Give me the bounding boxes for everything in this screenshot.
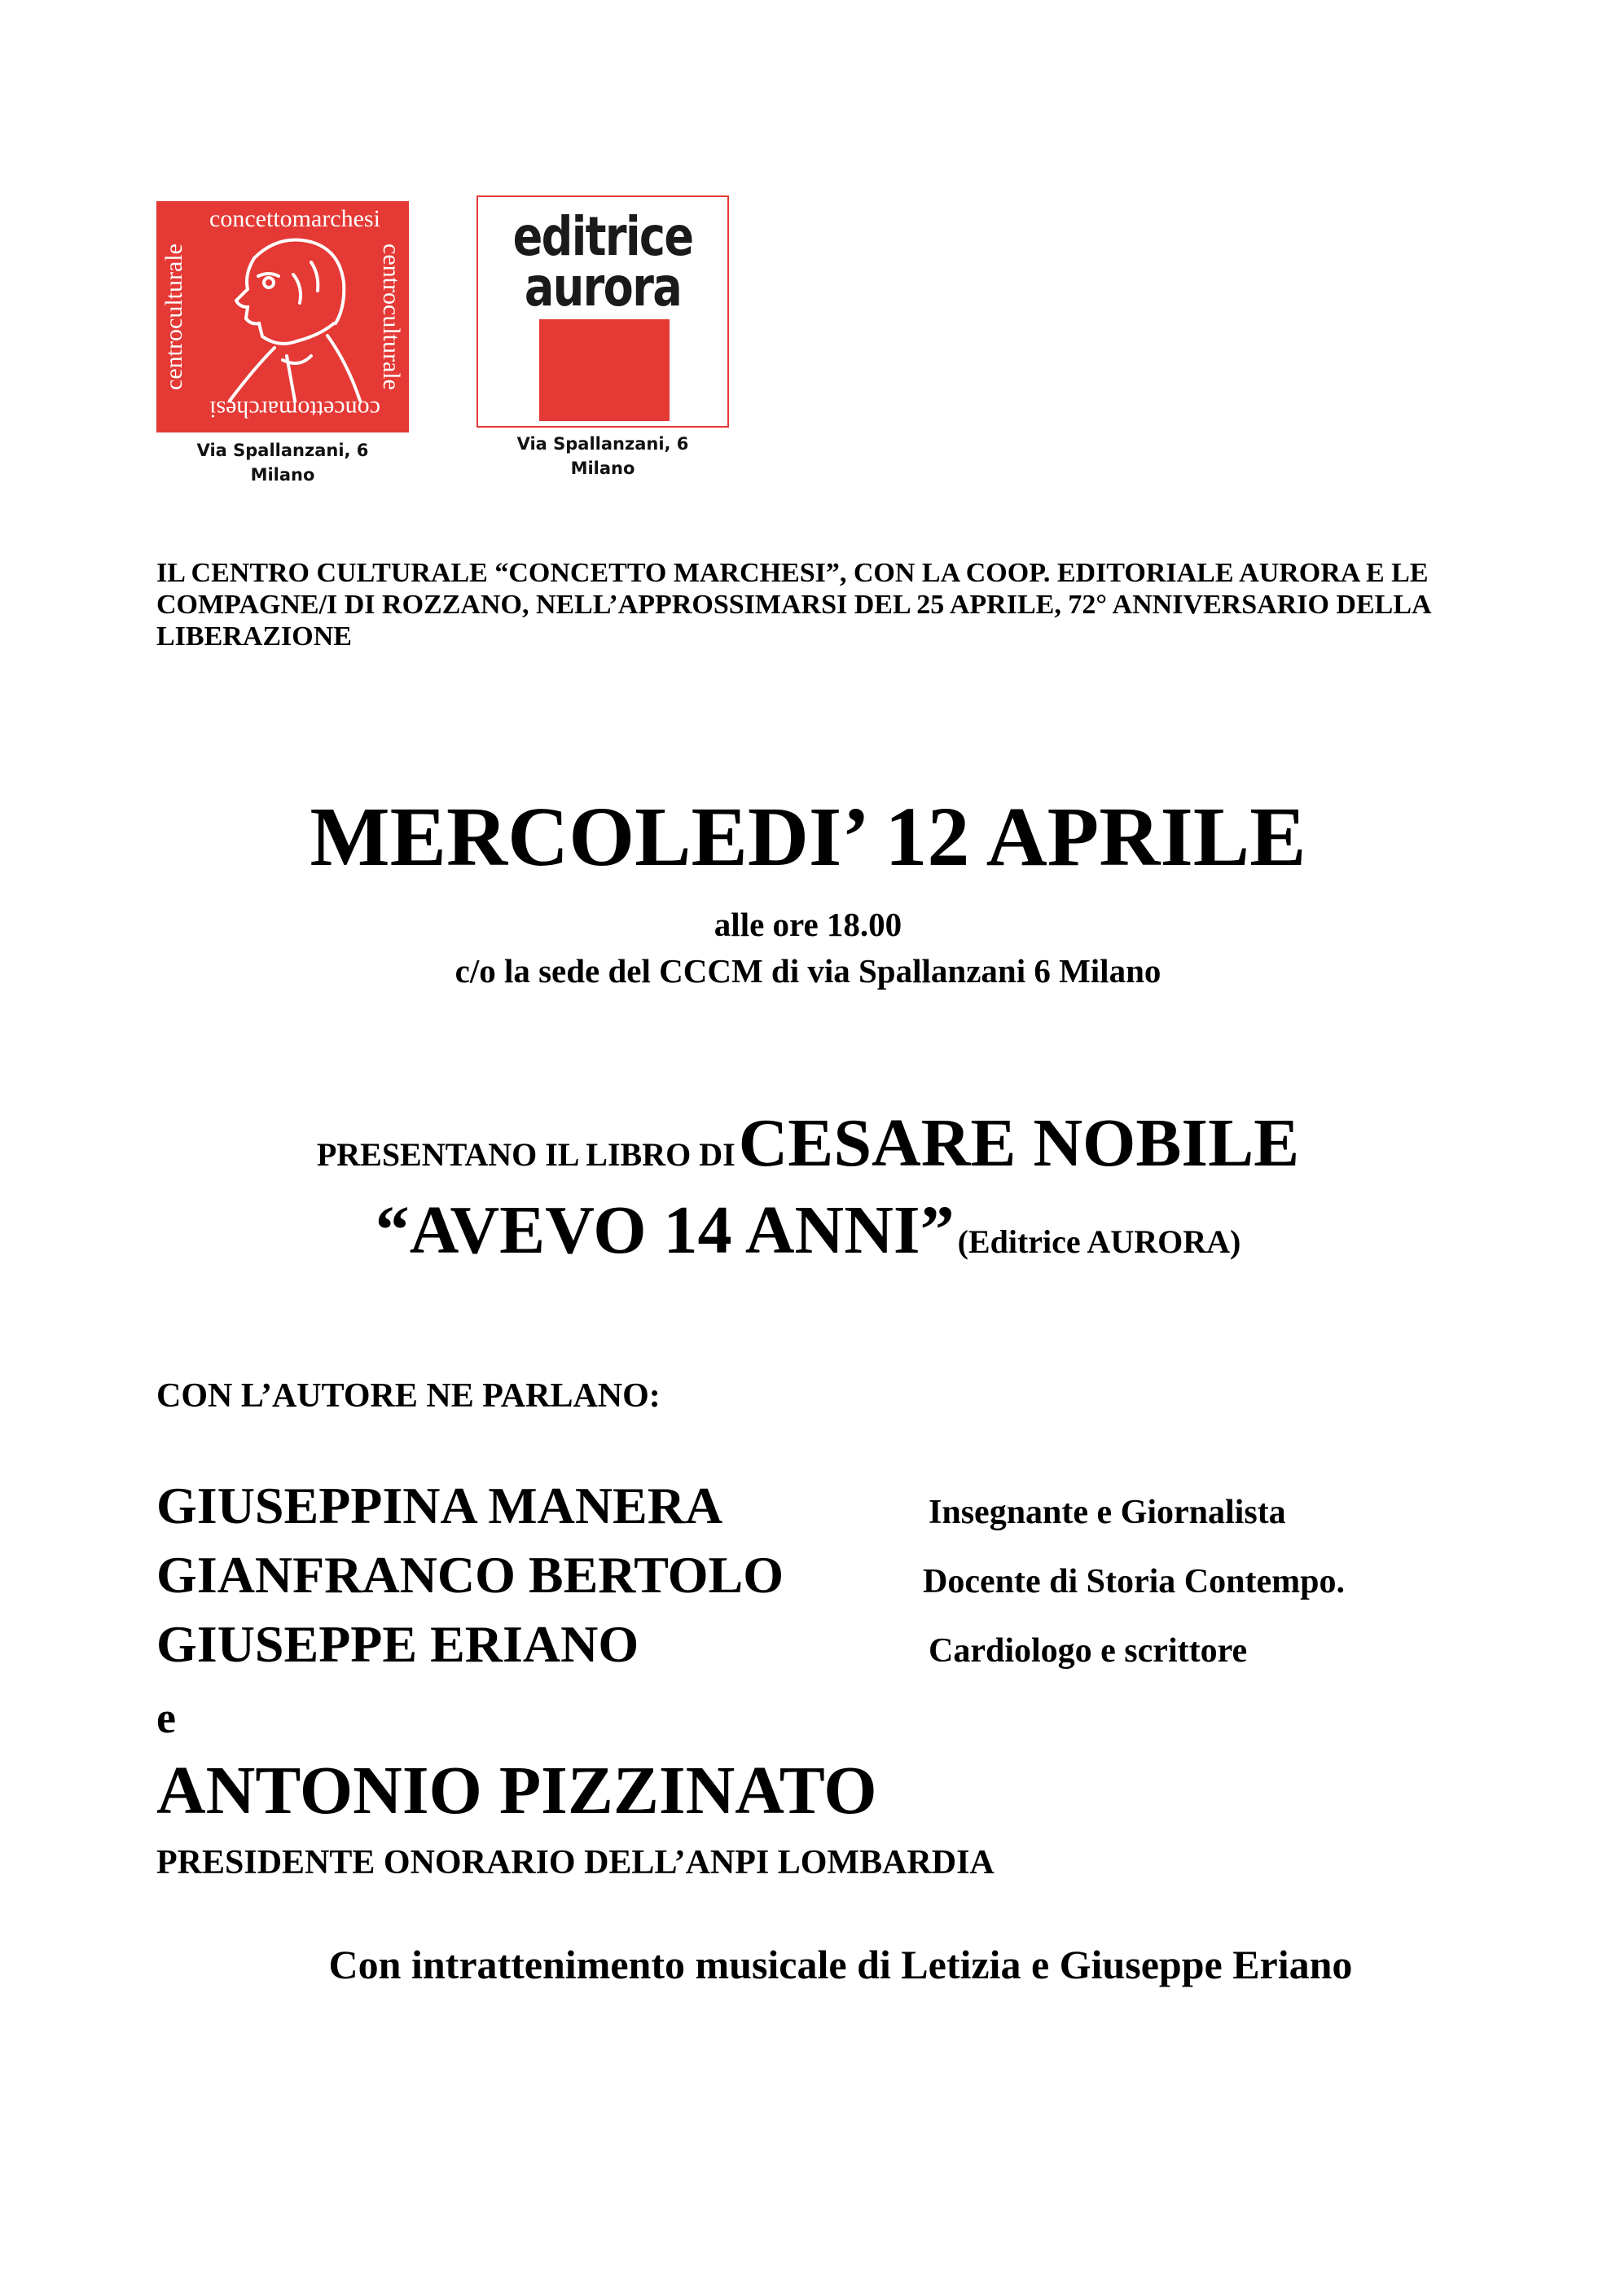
- intro-paragraph: IL CENTRO CULTURALE “CONCETTO MARCHESI”, CON LA COOP. EDITORIALE AURORA E LE COMPAGNE/I DI ROZZANO, NELL’APPROSSIMARSI DEL 25 APRILE, 72° ANNIVERSARIO DELLA LIBERAZIONE: [156, 558, 1430, 652]
- logo-text-left: centroculturale: [160, 244, 187, 390]
- centro-address-line2: Milano: [250, 465, 315, 485]
- speakers-intro: CON L’AUTORE NE PARLANO:: [156, 1377, 661, 1415]
- centro-culturale-logo: [156, 201, 409, 432]
- speaker-name: GIANFRANCO BERTOLO: [156, 1546, 784, 1604]
- logo-text-bottom: concettomarchesi: [209, 396, 380, 423]
- aurora-address: [476, 432, 729, 481]
- logo-text-top: concettomarchesi: [209, 205, 380, 232]
- music-note: Con intrattenimento musicale di Letizia e Giuseppe Eriano: [328, 1942, 1353, 1987]
- aurora-brand-line2: aurora: [524, 256, 682, 318]
- aurora-address-line2: Milano: [570, 459, 635, 478]
- book-title: “AVEVO 14 ANNI”: [375, 1192, 955, 1268]
- editrice-aurora-logo: [476, 195, 729, 428]
- event-date: MERCOLEDI’ 12 APRILE: [310, 790, 1306, 884]
- aurora-address-line1: Via Spallanzani, 6: [516, 434, 689, 454]
- speaker-role: Docente di Storia Contempo.: [923, 1563, 1345, 1600]
- speaker-role: Insegnante e Giornalista: [929, 1494, 1286, 1531]
- aurora-brand-line1: editrice: [512, 205, 693, 268]
- conjunction: e: [156, 1693, 176, 1742]
- book-publisher: (Editrice AURORA): [957, 1223, 1241, 1260]
- speaker-name: GIUSEPPE ERIANO: [156, 1615, 639, 1673]
- book-presentation-line: [0, 1104, 1616, 1183]
- portrait-icon: [197, 226, 368, 405]
- book-title-line: [0, 1191, 1616, 1270]
- centro-address: [156, 438, 409, 487]
- aurora-red-square: [539, 319, 670, 421]
- book-author: CESARE NOBILE: [738, 1105, 1300, 1181]
- presentano-label: PRESENTANO IL LIBRO DI: [316, 1136, 736, 1173]
- guest-name: ANTONIO PIZZINATO: [156, 1753, 877, 1828]
- event-venue: c/o la sede del CCCM di via Spallanzani 6 Milano: [455, 952, 1162, 990]
- guest-role: PRESIDENTE ONORARIO DELL’ANPI LOMBARDIA: [156, 1844, 995, 1881]
- speaker-name: GIUSEPPINA MANERA: [156, 1477, 723, 1534]
- event-time: alle ore 18.00: [714, 906, 902, 943]
- centro-address-line1: Via Spallanzani, 6: [196, 441, 369, 460]
- speaker-role: Cardiologo e scrittore: [929, 1632, 1248, 1670]
- logo-text-right: centroculturale: [378, 244, 405, 390]
